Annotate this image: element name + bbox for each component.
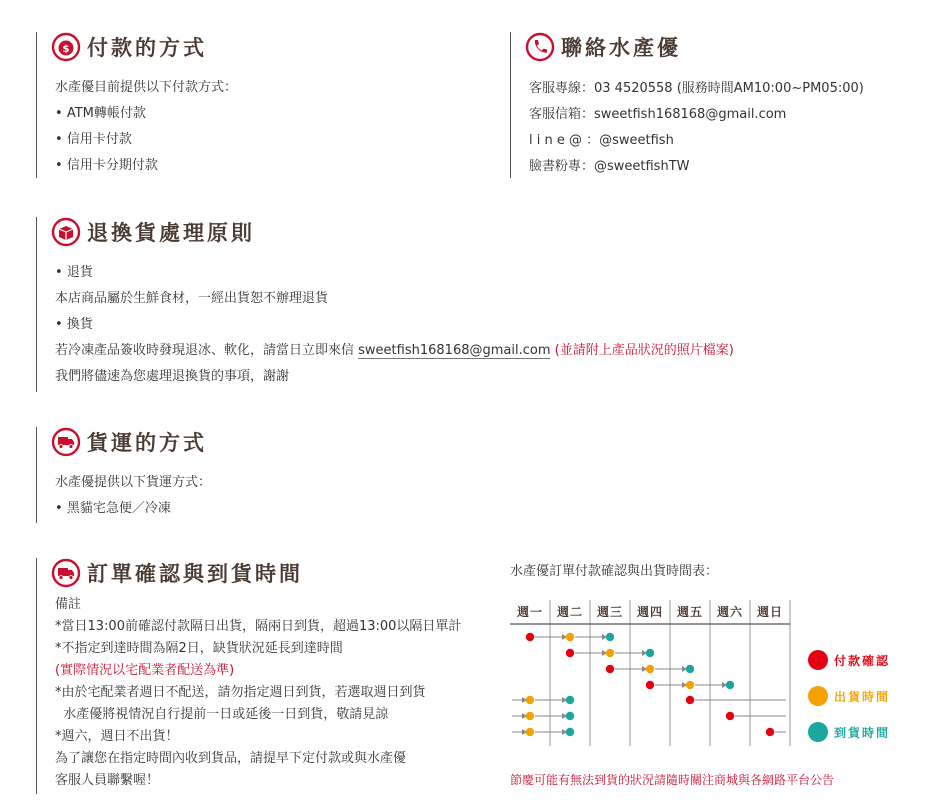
timeline-dot-ship: [686, 681, 694, 689]
timeline-dot-arrive: [646, 649, 654, 657]
returns-body: [55, 260, 906, 390]
returns-header: [51, 217, 906, 247]
timeline-dot-arrive: [566, 696, 574, 704]
order-note-line: 客服人員聯繫喔！: [55, 773, 160, 788]
day-header: 週日: [756, 605, 784, 619]
timeline-dot-ship: [526, 712, 534, 720]
timeline-title: 水產優訂單付款確認與出貨時間表：: [510, 564, 719, 579]
exchange-note: (並請附上產品狀況的照片檔案): [554, 343, 734, 358]
order-notes: [55, 616, 506, 792]
order-header: [51, 558, 506, 588]
payment-title: 付款的方式: [87, 35, 207, 60]
contact-facebook: 臉書粉專：@sweetfishTW: [529, 159, 690, 174]
box-icon: [51, 217, 81, 247]
order-note-line: 水產優將視情況自行提前一日或延後一日到貨，敬請見諒: [55, 707, 389, 722]
legend-arrive-label: 到貨時間: [834, 726, 891, 740]
legend-pay-label: 付款確認: [834, 654, 891, 668]
order-note-line: (實際情況以宅配業者配送為準): [55, 663, 235, 678]
order-note-line: *當日13:00前確認付款隔日出貨，隔兩日到貨，超過13:00以隔日單計: [55, 619, 462, 634]
timeline-dot-ship: [606, 649, 614, 657]
truck-icon: [51, 427, 81, 457]
timeline-dot-ship: [526, 728, 534, 736]
contact-title: 聯絡水產優: [561, 35, 681, 60]
payment-item-installment: • 信用卡分期付款: [55, 153, 476, 179]
contact-phone: 客服專線：03 4520558 (服務時間AM10:00~PM05:00): [529, 81, 864, 96]
svg-text:$: $: [62, 44, 70, 55]
order-note-line: 為了讓您在指定時間內收到貨品，請提早下定付款或與水產優: [55, 751, 407, 766]
timeline-dot-ship: [566, 633, 574, 641]
day-header: 週四: [636, 605, 664, 619]
payment-header: [51, 32, 476, 62]
shipping-body: [55, 470, 476, 522]
day-header: 週五: [676, 605, 704, 619]
order-note-line: *週六，週日不出貨！: [55, 729, 179, 744]
shipping-item-cold: • 黑貓宅急便／冷凍: [55, 496, 476, 522]
day-header: 週二: [556, 605, 584, 619]
contact-body: [529, 76, 930, 180]
timeline-dot-pay: [766, 728, 774, 736]
timeline-dot-pay: [526, 633, 534, 641]
timeline-dot-pay: [646, 681, 654, 689]
delivery-truck-icon: [51, 558, 81, 588]
money-bag-icon: [51, 32, 81, 62]
shipping-intro: 水產優提供以下貨運方式：: [55, 475, 212, 490]
legend-arrive-dot: [808, 722, 828, 742]
timeline-dot-arrive: [566, 728, 574, 736]
timeline-dot-ship: [526, 696, 534, 704]
payment-body: [55, 75, 476, 179]
contact-section: [510, 32, 930, 178]
timeline-dot-ship: [646, 665, 654, 673]
timeline-dot-arrive: [686, 665, 694, 673]
legend-ship-dot: [808, 686, 828, 706]
day-header: 週三: [596, 605, 624, 619]
returns-section: [36, 217, 906, 392]
timeline-diagram: [508, 598, 798, 748]
legend-ship-label: 出貨時間: [834, 690, 891, 704]
exchange-label: • 換貨: [55, 312, 906, 338]
day-header: 週一: [516, 605, 544, 619]
timeline-panel: [508, 560, 948, 796]
order-title: 訂單確認與到貨時間: [87, 561, 303, 586]
contact-line: l i n e @ ：@sweetfish: [529, 133, 674, 148]
order-body: [55, 594, 506, 792]
timeline-dot-arrive: [566, 712, 574, 720]
payment-section: [36, 32, 476, 178]
day-header: 週六: [716, 605, 744, 619]
timeline-dot-pay: [606, 665, 614, 673]
payment-intro: 水產優目前提供以下付款方式：: [55, 80, 238, 95]
legend-pay-dot: [808, 650, 828, 670]
timeline-dot-pay: [726, 712, 734, 720]
payment-item-credit: • 信用卡付款: [55, 127, 476, 153]
exchange-email-link[interactable]: sweetfish168168@gmail.com: [358, 343, 551, 358]
phone-icon: [525, 32, 555, 62]
contact-email[interactable]: 客服信箱：sweetfish168168@gmail.com: [529, 107, 787, 122]
timeline-dot-arrive: [726, 681, 734, 689]
returns-closing: 我們將儘速為您處理退換貨的事項，謝謝: [55, 369, 290, 384]
timeline-dot-arrive: [606, 633, 614, 641]
order-section: [36, 558, 506, 794]
returns-title: 退換貨處理原則: [87, 220, 255, 245]
return-label: • 退貨: [55, 260, 906, 286]
timeline-dot-pay: [686, 696, 694, 704]
order-note-line: *不指定到達時間為隔2日，缺貨狀況延長到達時間: [55, 641, 343, 656]
shipping-title: 貨運的方式: [87, 430, 207, 455]
payment-item-atm: • ATM轉帳付款: [55, 101, 476, 127]
return-text: 本店商品屬於生鮮食材，一經出貨恕不辦理退貨: [55, 291, 329, 306]
timeline-dot-pay: [566, 649, 574, 657]
shipping-section: [36, 427, 476, 523]
exchange-text: 若冷凍產品簽收時發現退冰、軟化，請當日立即來信: [55, 343, 355, 358]
exchange-line: [55, 338, 906, 364]
order-note-label: 備註: [55, 597, 82, 612]
shipping-header: [51, 427, 476, 457]
timeline-footer: 節慶可能有無法到貨的狀況請隨時關注商城與各網路平台公告: [510, 773, 835, 787]
order-note-line: *由於宅配業者週日不配送，請勿指定週日到貨，若選取週日到貨: [55, 685, 426, 700]
contact-header: [525, 32, 930, 62]
